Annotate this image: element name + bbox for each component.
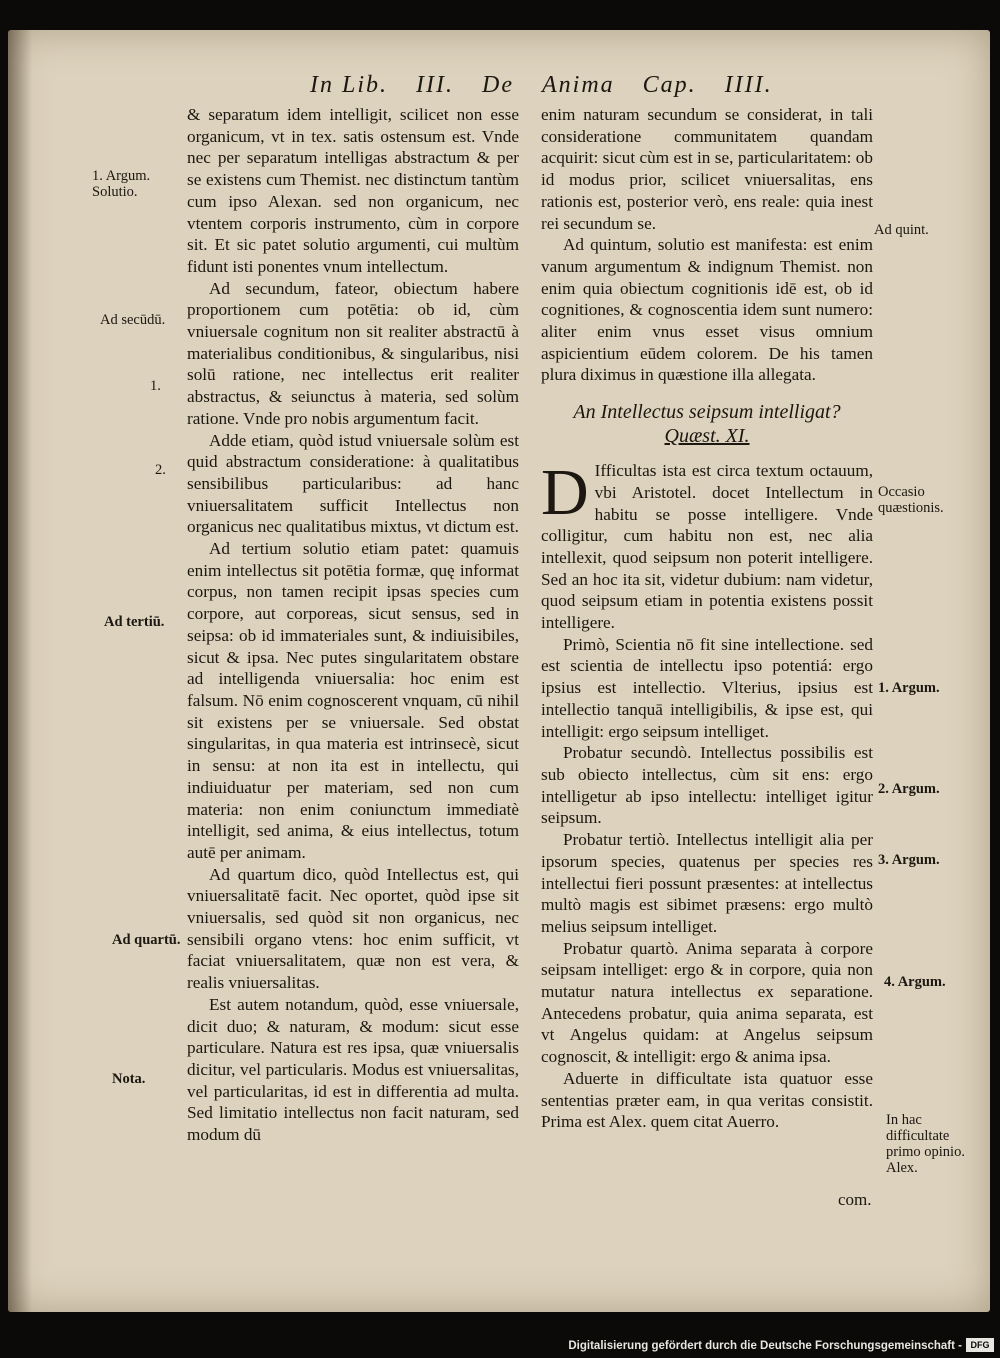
paragraph: Adde etiam, quòd istud vniuersale solùm est quid abstractum consideratione: à qualitatibus sensibilibus particularibus: ad hanc vniuersalitatem sufficit Intellectus non organicus nec qualitatibus mixtus, vt dictum est. — [187, 430, 519, 537]
paragraph: Ad quintum, solutio est manifesta: est enim vanum argumentum & indignum Themist. non enim quia obiectum cognitionis idē est, ob id cognitiones, & cognoscentia idem sunt numero: aliter enim vnus esset visus omnium aspicientium eūdem colorem. De his tamen plura diximus in quæstione illa allegata. — [541, 235, 873, 385]
left-column — [187, 104, 519, 1146]
paragraph: Ad secundum, fateor, obiectum habere proportionem cum potētia: ob id, cùm vniuersale cognitum non sit realiter abstractū à materialibus conditionibus, & singularibus, nisi solū ratione, nec intellectus erit realiter abstractus, & seiunctus à materia, sed solùm ratione. Vnde pro nobis argumentum facit. — [187, 278, 519, 428]
paragraph: Aduerte in difficultate ista quatuor esse sententias præter eam, in qua veritas consistit. Prima est Alex. quem citat Auerro. — [541, 1068, 873, 1132]
margin-note: 4. Argum. — [884, 974, 946, 990]
margin-note: 2. Argum. — [878, 781, 940, 797]
first-paragraph-text: Ifficultas ista est circa textum octauum, vbi Aristotel. docet Intellectum in habitu se posse intelligere. Vnde colligitur, cum habitu non est, nec alia intellexit, quod seipsum non poterit intelligere. Sed an hoc ita sit, videtur dubium: nam videtur, quod seipsum etiam in potentia existens possit intelligere. — [541, 461, 873, 633]
paragraph: Est autem notandum, quòd, esse vniuersale, dicit duo; & naturam, & modum: sicut esse particulare. Natura est res ipsa, quæ vniuersalis dicitur, vel particularis. Modus est vniuersalitas, vel particularitas, id est in differentia ad multa. Sed limitatio intellectus non facit naturam, sed modum dū — [187, 994, 519, 1145]
header-part: De — [482, 72, 514, 98]
margin-note: 2. — [155, 462, 166, 478]
margin-note: 1. Argum. Solutio. — [92, 168, 151, 200]
margin-note: Ad secūdū. — [100, 312, 166, 328]
margin-note: Ad quint. — [874, 222, 929, 238]
header-part: Anima — [541, 72, 615, 98]
paragraph: Ad tertium solutio etiam patet: quamuis enim intellectus sit potētia formæ, quę informat corpus, non tamen recipit ipsas species cum corpore, aut corporeas, sicut sensus, sed in seipsa: ob id immateriales sunt, & indiuisibiles, sicut & ipsa. Nec putes singularitatem obstare ad intelligenda vniuersalia: hoc enim est falsum. Nō enim cognoscerent vnquam, cū nihil sit existens per se vniuersale. Sed obstat singularitas, in qua materia est intrinsecè, sicut in sensu: at non ita est in intellectu, qui indiuiduatur per materiam, sed non cum materia: non enim coniunctum immediatè intelligit, sed anima, & eius intellectus, totum autē per animam. — [187, 539, 519, 862]
paragraph: Ad quartum dico, quòd Intellectus est, qui vniuersalitatē facit. Nec oportet, quòd ipse sit vniuersalis, sed quòd sit non organicus, nec sensibili organo vtens: hoc enim sufficit, vt faciat vniuersalitatem, quæ non est vera, & realis vniuersalitas. — [187, 864, 519, 993]
funding-notice: Digitalisierung gefördert durch die Deutsche Forschungsgemeinschaft - — [568, 1340, 962, 1352]
paragraph: enim naturam secundum se considerat, in tali consideratione communitatem quandam acquirit: sicut cùm est in se, particularitatem: ob id modus prior, scilicet vniuersalitas, ens rationis est, posterior verò, ens reale: quia inest rei secundum se. — [541, 105, 873, 233]
header-part: IIII. — [724, 72, 773, 98]
paragraph: Probatur quartò. Anima separata à corpore seipsam intelliget: ergo & in corpore, quia non mutatur natura intellectus ex separatione. Antecedens probatur, quia anima separata, est vt Angelus quidam: at Angelus seipsum cognoscit, & intelligit: ergo & anima ipsa. — [541, 938, 873, 1067]
question-title: An Intellectus seipsum intelligat? — [573, 401, 841, 424]
margin-note: 1. — [150, 378, 161, 394]
catchword: com. — [838, 1190, 872, 1209]
margin-note: 3. Argum. — [878, 852, 940, 868]
drop-cap: D — [541, 456, 589, 530]
dfg-logo-icon: DFG — [966, 1338, 994, 1352]
paragraph: Primò, Scientia nō fit sine intellectione. sed est scientia de intellectu ipso potentiá: ergo ipsius est intellectio. Vlterius, ipsius est intellectio tanquā intelligibilis, & ipse est, qui intelligit: ergo seipsum intelliget. — [541, 634, 873, 741]
margin-note: Ad quartū. — [112, 932, 181, 948]
header-part: III. — [416, 72, 454, 98]
paragraph: & separatum idem intelligit, scilicet non esse organicum, vt in tex. satis ostensum est. Vnde nec per separatum intelligas abstractum & per se existens cum Themist. nec distinctum tantùm cum ipso Alexan. sed non organicum, nec vtentem corporis instrumento, cùm in corpore sit. Et sic patet solutio argumenti, cui multùm fidunt isti ponentes vnum intellectum. — [187, 105, 519, 276]
question-heading — [541, 400, 873, 448]
margin-note: 1. Argum. — [878, 680, 940, 696]
running-header — [310, 72, 870, 108]
page-gutter-shadow — [8, 30, 32, 1312]
footer-bar — [0, 1320, 1000, 1358]
right-column — [541, 104, 873, 1133]
first-paragraph — [541, 456, 873, 634]
margin-note: Occasio quæstionis. — [878, 484, 944, 516]
margin-note: In hac difficultate primo opinio. Alex. — [886, 1112, 965, 1176]
margin-note: Ad tertiū. — [104, 614, 165, 630]
question-number: Quæst. XI. — [664, 425, 750, 448]
header-part: Cap. — [642, 72, 697, 98]
paragraph: Probatur tertiò. Intellectus intelligit alia per ipsorum species, quatenus per species res intellectui fieri possunt præsentes: at intellectus multò magis est sibimet præsens: ergo multò melius seipsum intelliget. — [541, 830, 873, 936]
header-part: In Lib. — [310, 72, 389, 98]
paragraph: Probatur secundò. Intellectus possibilis est sub obiecto intellectus, cùm sit ens: ergo intelligetur ab ipso intellectu: intelliget igitur seipsum. — [541, 743, 873, 828]
margin-note: Nota. — [112, 1071, 146, 1087]
